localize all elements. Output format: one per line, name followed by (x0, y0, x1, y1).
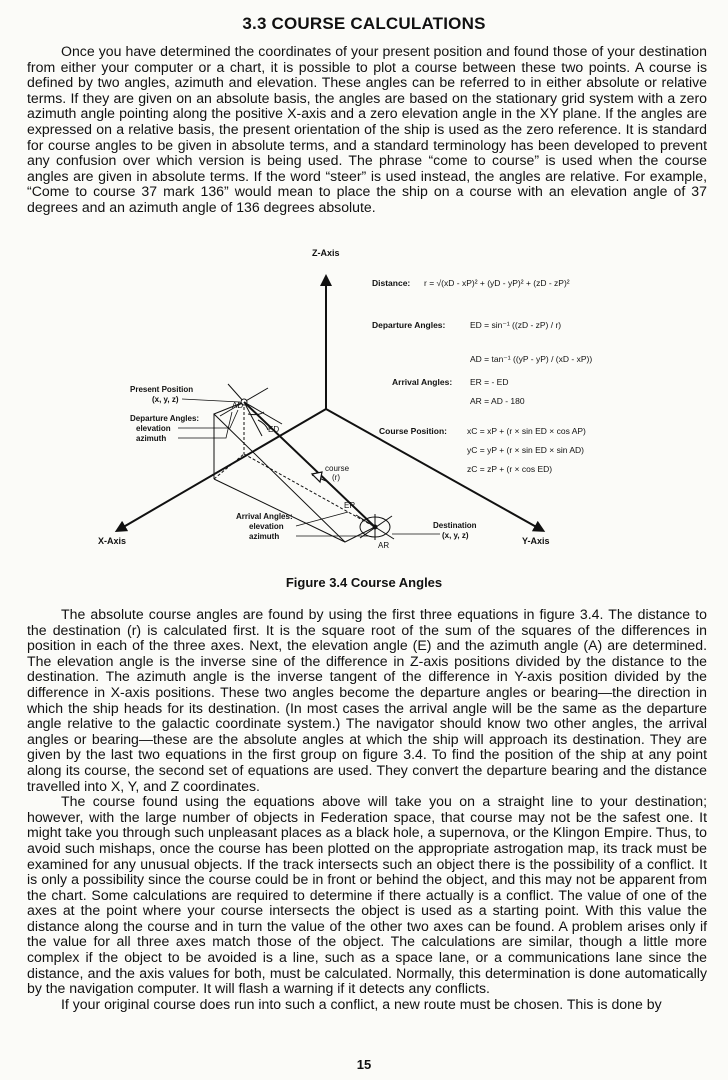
eq-distance: r = √(xD - xP)² + (yD - yP)² + (zD - zP)² (424, 278, 570, 288)
body-paragraph-3: If your original course does run into such a conflict, a new route must be chosen. This is done by (61, 995, 662, 1012)
arrival-angles-label: Arrival Angles: (236, 512, 293, 521)
figure-caption: Figure 3.4 Course Angles (285, 575, 443, 590)
course-arrow-icon (312, 472, 322, 482)
page-title: 3.3 COURSE CALCULATIONS (242, 14, 486, 33)
arrival-elevation-label: elevation (249, 522, 284, 531)
z-axis-label: Z-Axis (312, 248, 340, 258)
course-label: course (325, 464, 350, 473)
eq-ed: ED = sin⁻¹ ((zD - zP) / r) (470, 320, 562, 330)
body-paragraph-2: The course found using the equations above will take you on a straight line to your destination; however, with the large number of objects in Federation space, that course may not be the safest one. It might take you through such unpleasant places as a black hole, a supernova, or the Klingon Empire. Thus, to avoid such mishaps, once the course has been plotted on the appropriate astrogation map, its track must be examined for any unusual objects. If the track intersects such an object there is the possibility of a conflict. It is only a possibility since the course could be in front or behind the object, and this may not be apparent from the chart. Some calculations are required to determine if there actually is a conflict. The value of one of the axes at the point where your course intersects the object is used as a starting point. With this value the distance along the course and in turn the value of the other two axes can be found. A problem arises only if the value for all three axes match those of the object. The calculations are similar, though a little more complex if the object to be avoided is a line, such as a space lane, or a communications lane since the distance, and the axis values for both, must be calculated. Normally, this determination is done automatically by the navigation computer. It will flash a warning if it detects any conflicts. (27, 793, 707, 997)
eq-ad: AD = tan⁻¹ ((yP - yP) / (xD - xP)) (470, 354, 593, 364)
arrival-azimuth-label: azimuth (249, 532, 280, 541)
eq-ar: AR = AD - 180 (470, 396, 525, 406)
eq-position-label: Course Position: (379, 426, 448, 436)
eq-yc: yC = yP + (r × sin ED × sin AD) (467, 445, 584, 455)
y-axis-label: Y-Axis (522, 536, 550, 546)
angle-ed-label: ED (268, 425, 280, 434)
departure-elevation-label: elevation (136, 424, 171, 433)
eq-departure-label: Departure Angles: (372, 320, 446, 330)
destination-label: Destination (433, 521, 477, 530)
departure-azimuth-label: azimuth (136, 434, 167, 443)
present-position-label: Present Position (130, 385, 194, 394)
angle-ar-label: AR (378, 541, 390, 550)
intro-paragraph (27, 44, 707, 216)
x-axis-label: X-Axis (98, 536, 127, 546)
eq-arrival-label: Arrival Angles: (392, 377, 453, 387)
body-paragraph-1: The absolute course angles are found by using the first three equations in figure 3.4. The distance to the destination (r) is calculated first. It is the square root of the sum of the squares of the differences in position in each of the three axes. Next, the elevation angle (E) and the azimuth angle (A) are determined. The elevation angle is the inverse sine of the difference in Z-axis positions divided by the distance to the destination. The azimuth angle is the inverse tangent of the difference in Y-axis position divided by the difference in X-axis positions. These two angles become the departure angles or bearing—the direction in which the ship heads for its destination. (In most cases the arrival angle will be the same as the departure angle relative to the galactic coordinate system.) The navigator should know two other angles, the arrival angles or bearing—these are the absolute angles at which the ship will approach its destination. They are given by the last two equations in the first group on figure 3.4. To find the position of the ship at any point along its course, the second set of equations are used. They convert the departure bearing and the distance travelled into X, Y, and Z coordinates. (27, 606, 707, 794)
eq-zc: zC = zP + (r × cos ED) (467, 464, 553, 474)
angle-er-label: ER (344, 501, 356, 510)
eq-er: ER = - ED (470, 377, 509, 387)
angle-ad-label: AD (232, 401, 244, 410)
page-number: 15 (356, 1057, 372, 1072)
eq-distance-label: Distance: (372, 278, 411, 288)
course-angles-figure (0, 244, 728, 594)
present-position-coords: (x, y, z) (152, 395, 179, 404)
eq-xc: xC = xP + (r × sin ED × cos AP) (467, 426, 586, 436)
intro-text: Once you have determined the coordinates of your present position and found those of your destination from either your computer or a chart, it is possible to plot a course between these two points. A course is defined by two angles, azimuth and elevation. These angles can be referred to in either absolute or relative terms. If they are given on an absolute basis, the angles are based on the stationary grid system with a zero azimuth angle pointing along the positive X-axis and a zero elevation angle in the XY plane. If the angles are expressed on a relative basis, the present orientation of the ship is used as the zero reference. It is standard for course angles to be given in absolute terms, and a standard terminology has been developed to prevent any confusion over which version is being used. The phrase “come to course” is used when the course angles are given in absolute terms. If the word “steer” is used instead, the angles are relative. For example, “Come to course 37 mark 136” would mean to place the ship on a course with an elevation angle of 37 degrees and an azimuth angle of 136 degrees absolute. (27, 43, 707, 215)
departure-angles-label: Departure Angles: (130, 414, 200, 423)
body-text (27, 607, 707, 1012)
course-symbol: (r) (332, 473, 340, 482)
destination-coords: (x, y, z) (442, 531, 469, 540)
